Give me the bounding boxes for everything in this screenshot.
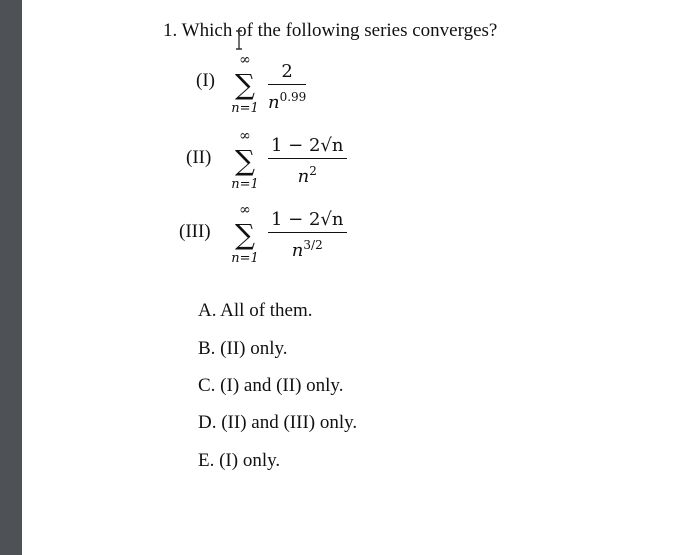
choice-a: A. All of them. bbox=[198, 300, 313, 321]
series-label: (I) bbox=[196, 70, 215, 91]
summation: ∞ ∑ n=1 bbox=[231, 52, 259, 116]
choice-b: B. (II) only. bbox=[198, 338, 288, 359]
choice-e: E. (I) only. bbox=[198, 450, 281, 471]
question-text: 1. Which of the following series converges? bbox=[163, 20, 498, 41]
series-label: (II) bbox=[186, 147, 212, 168]
fraction: $\frac{1 - 2√n}{n^2}$ bbox=[268, 134, 347, 189]
summation: ∞ ∑ n=1 bbox=[231, 202, 259, 266]
fraction: $\frac{2}{n^{0.99}}$ bbox=[268, 61, 307, 113]
series-label: (III) bbox=[179, 221, 211, 242]
left-sidebar bbox=[0, 0, 22, 555]
summation: ∞ ∑ n=1 bbox=[231, 128, 259, 192]
choice-c: C. (I) and (II) only. bbox=[198, 375, 344, 396]
choice-d: D. (II) and (III) only. bbox=[198, 412, 358, 433]
fraction: $\frac{1 - 2√n}{n^{3/2}}$ bbox=[268, 208, 347, 263]
